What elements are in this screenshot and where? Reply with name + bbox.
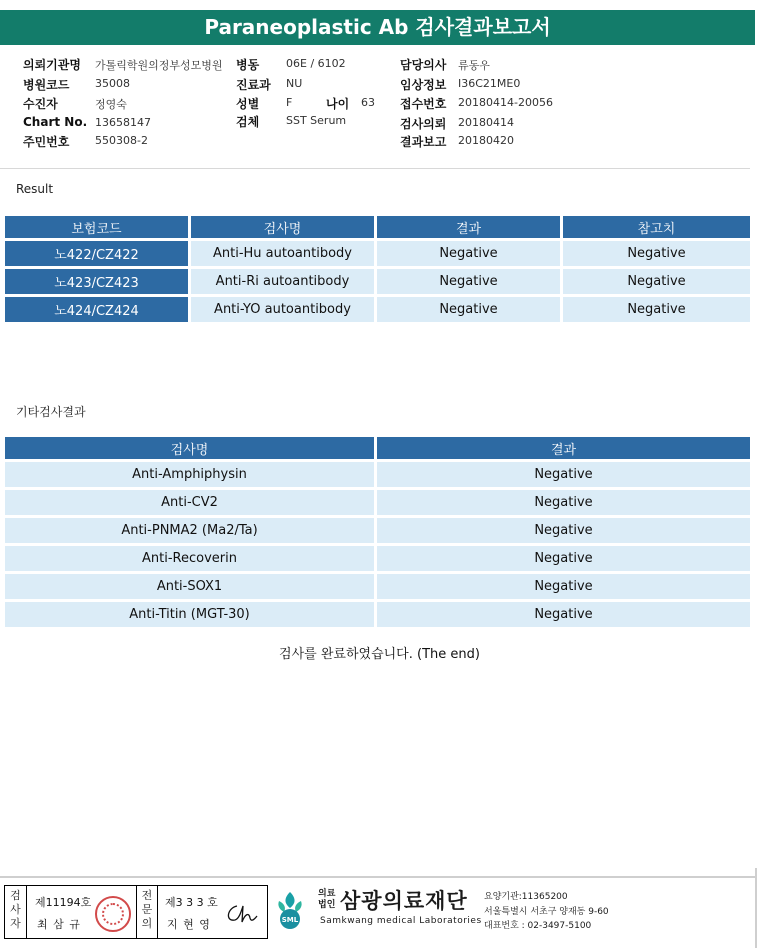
result-header-result: 결과 <box>377 216 560 238</box>
test-result: Negative <box>377 490 750 515</box>
brand-name: 삼광의료재단 <box>340 889 468 913</box>
examiner-name: 최 삼 규 <box>37 918 81 931</box>
other-header-result: 결과 <box>377 437 750 459</box>
divider <box>0 168 750 169</box>
table-row <box>5 518 750 543</box>
sex-label: 성별 <box>236 97 260 111</box>
table-row <box>5 602 750 627</box>
institution-code: 요양기관:11365200 <box>484 892 568 902</box>
patient-label: 수진자 <box>23 97 58 111</box>
result-date-value: 20180420 <box>458 134 514 147</box>
test-result: Negative <box>377 269 560 294</box>
result-date-label: 결과보고 <box>400 135 447 149</box>
address: 서울특별시 서초구 양재동 9-60 <box>484 907 609 917</box>
other-header-test: 검사명 <box>5 437 374 459</box>
sml-logo-icon <box>273 890 307 930</box>
test-name: Anti-Titin (MGT-30) <box>5 602 374 627</box>
receipt-value: 20180414-20056 <box>458 96 553 109</box>
examiner-number: 제11194호 <box>35 896 92 909</box>
test-name: Anti-Ri autoantibody <box>191 269 374 294</box>
test-result: Negative <box>377 297 560 322</box>
phone-number: 대표번호 : 02-3497-5100 <box>484 921 592 931</box>
result-header-code: 보험코드 <box>5 216 188 238</box>
result-section-title: Result <box>16 182 54 196</box>
table-row <box>5 546 750 571</box>
test-name: Anti-SOX1 <box>5 574 374 599</box>
request-value: 20180414 <box>458 116 514 129</box>
test-result: Negative <box>377 241 560 266</box>
test-name: Anti-YO autoantibody <box>191 297 374 322</box>
test-result: Negative <box>377 546 750 571</box>
request-label: 검사의뢰 <box>400 117 447 131</box>
page-edge <box>755 868 757 948</box>
brand-english: Samkwang medical Laboratories <box>320 916 482 926</box>
table-row <box>5 574 750 599</box>
hosp-code-label: 병원코드 <box>23 78 70 92</box>
sex-value: F <box>286 96 293 109</box>
table-row <box>5 490 750 515</box>
specimen-label: 검체 <box>236 115 260 129</box>
other-section-title: 기타검사결과 <box>16 405 86 419</box>
test-reference: Negative <box>563 297 750 322</box>
result-header-reference: 참고치 <box>563 216 750 238</box>
patient-value: 정영숙 <box>95 98 127 111</box>
test-name: Anti-PNMA2 (Ma2/Ta) <box>5 518 374 543</box>
test-reference: Negative <box>563 241 750 266</box>
brand-small-bottom: 법인 <box>318 900 336 910</box>
resident-label: 주민번호 <box>23 135 70 149</box>
logo-text: SML <box>281 916 299 924</box>
insurance-code: 노423/CZ423 <box>5 269 188 294</box>
table-row <box>5 462 750 487</box>
table-row <box>5 297 750 322</box>
signature-box <box>4 885 268 939</box>
table-row <box>5 269 750 294</box>
chart-value: 13658147 <box>95 116 151 129</box>
specialist-label <box>136 886 158 938</box>
insurance-code: 노424/CZ424 <box>5 297 188 322</box>
table-row <box>5 241 750 266</box>
ward-label: 병동 <box>236 58 260 72</box>
test-name: Anti-Recoverin <box>5 546 374 571</box>
receipt-label: 접수번호 <box>400 97 447 111</box>
insurance-code: 노422/CZ422 <box>5 241 188 266</box>
hosp-code-value: 35008 <box>95 77 130 90</box>
end-message: 검사를 완료하였습니다. (The end) <box>279 647 480 662</box>
hospital-label: 의뢰기관명 <box>23 58 81 72</box>
specialist-name: 지 현 영 <box>167 918 211 931</box>
age-label: 나이 <box>326 97 350 111</box>
examiner-seal-icon <box>95 896 131 932</box>
dept-value: NU <box>286 77 303 90</box>
doctor-label: 담당의사 <box>400 58 447 72</box>
test-name: Anti-CV2 <box>5 490 374 515</box>
specimen-value: SST Serum <box>286 114 347 127</box>
brand-small-label <box>318 889 335 911</box>
doctor-value: 류동우 <box>458 59 490 72</box>
brand-small-top: 의료 <box>318 889 336 899</box>
dept-label: 진료과 <box>236 78 271 92</box>
clinical-value: I36C21ME0 <box>458 77 521 90</box>
test-result: Negative <box>377 602 750 627</box>
resident-value: 550308-2 <box>95 134 148 147</box>
age-value: 63 <box>361 96 375 109</box>
test-name: Anti-Amphiphysin <box>5 462 374 487</box>
specialist-number: 제3 3 3 호 <box>165 896 218 909</box>
signature-icon <box>223 898 263 926</box>
specialist-label-text: 전문의 <box>141 889 153 930</box>
test-result: Negative <box>377 462 750 487</box>
report-title: Paraneoplastic Ab 검사결과보고서 <box>0 10 755 45</box>
test-result: Negative <box>377 574 750 599</box>
ward-value: 06E / 6102 <box>286 57 346 70</box>
clinical-label: 임상정보 <box>400 78 447 92</box>
other-results-table <box>2 434 753 630</box>
result-header-test: 검사명 <box>191 216 374 238</box>
test-result: Negative <box>377 518 750 543</box>
test-name: Anti-Hu autoantibody <box>191 241 374 266</box>
chart-label: Chart No. <box>23 115 88 129</box>
examiner-label-text: 검사자 <box>10 889 21 930</box>
patient-info-block <box>0 50 759 170</box>
result-table <box>2 213 753 325</box>
examiner-label <box>5 886 27 938</box>
test-reference: Negative <box>563 269 750 294</box>
hospital-value: 가톨릭학원의정부성모병원 <box>95 59 223 72</box>
